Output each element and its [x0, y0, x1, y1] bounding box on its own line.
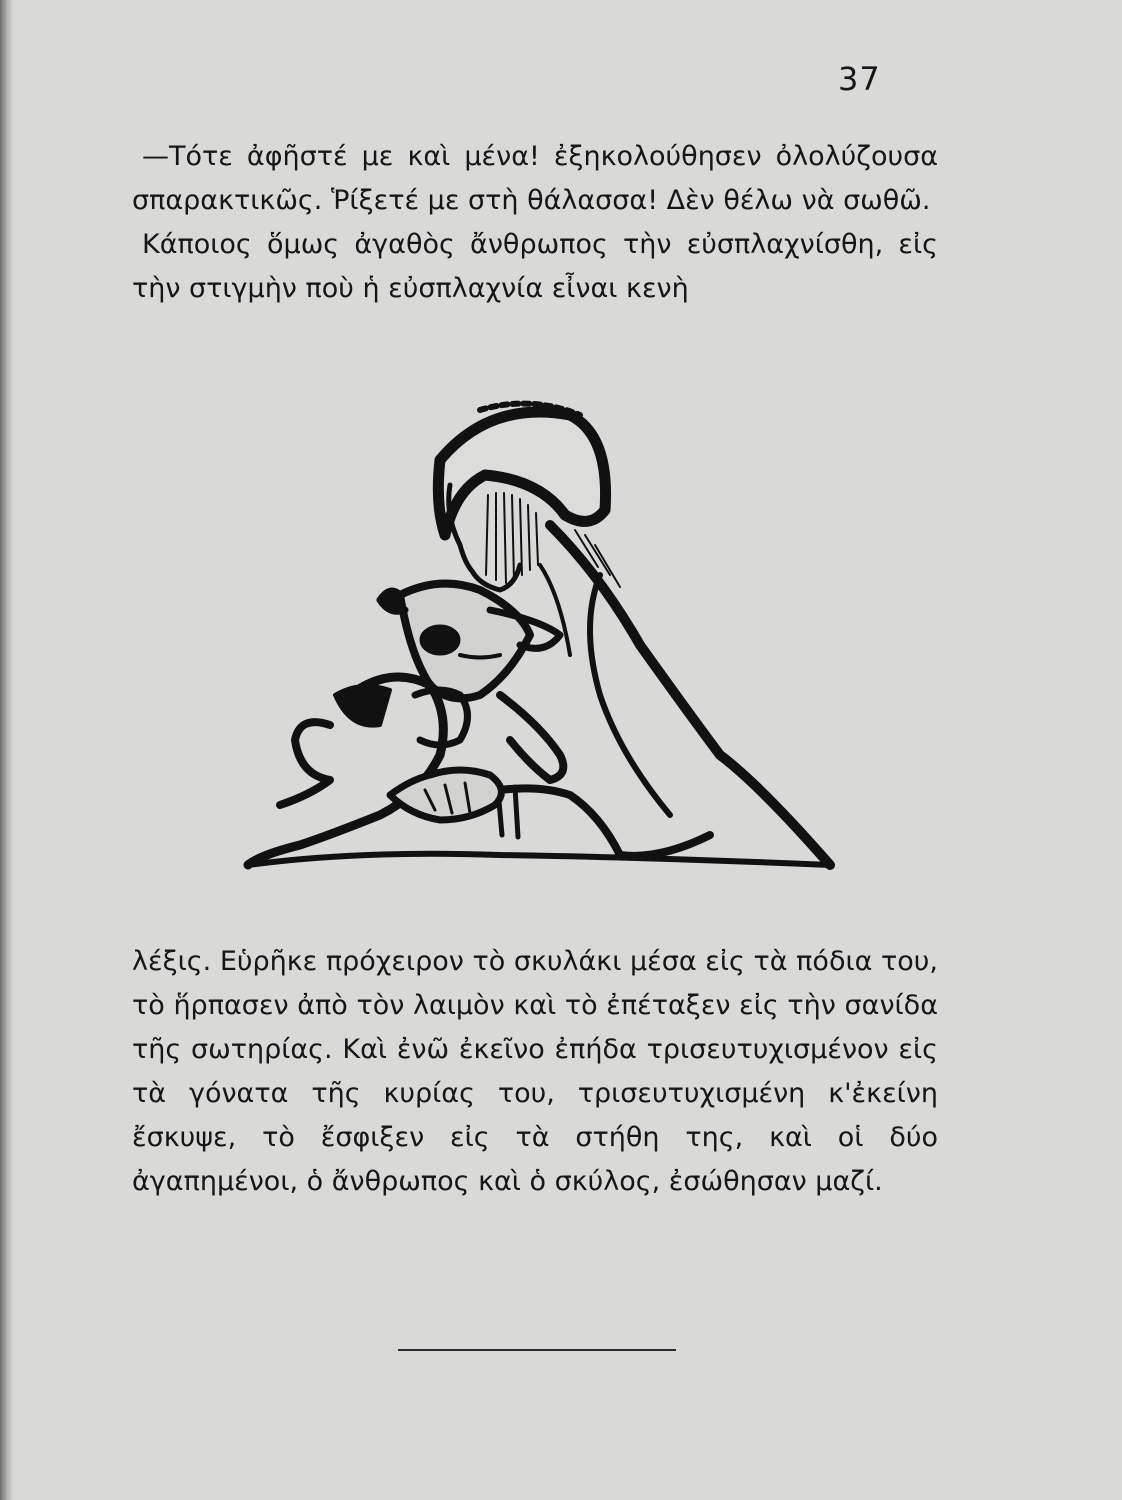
narrative-paragraph-continued: λέξις. Εὑρῆκε πρόχειρον τὸ σκυλάκι μέσα εἰς τὰ πόδια του, τὸ ἥρπασεν ἀπὸ τὸν λαιμὸν καὶ τὸ ἐπέταξεν εἰς τὴν σανίδα τῆς σωτηρίας. Καὶ ἐνῶ ἐκεῖνο ἐπήδα τρισευτυχισμένον εἰς τὰ γόνατα τῆς κυρίας του, τρισευτυχισμένη κ'ἐκείνη ἔσκυψε, τὸ ἔσφιξεν εἰς τὰ στήθη της, καὶ οἱ δύο ἀγαπημένοι, ὁ ἄνθρωπος καὶ ὁ σκύλος, ἐσώθησαν μαζί.: [132, 946, 938, 1197]
text-block-bottom: [132, 940, 938, 1204]
page-number: 37: [838, 60, 881, 98]
woman-holding-dog-illustration: [240, 395, 840, 875]
text-block-top: [132, 135, 938, 311]
page-binding-shadow: [0, 0, 14, 1500]
chapter-end-rule: [398, 1349, 676, 1351]
narrative-paragraph: Κάποιος ὅμως ἀγαθὸς ἄνθρωπος τὴν εὐσπλαχνίσθη, εἰς τὴν στιγμὴν ποὺ ἡ εὐσπλαχνία εἶναι κενὴ: [132, 229, 938, 304]
dialogue-paragraph: —Τότε ἀφῆστέ με καὶ μένα! ἐξηκολούθησεν ὀλολύζουσα σπαρακτικῶς. Ῥίξετέ με στὴ θάλασσα! Δὲν θέλω νὰ σωθῶ.: [132, 141, 938, 216]
